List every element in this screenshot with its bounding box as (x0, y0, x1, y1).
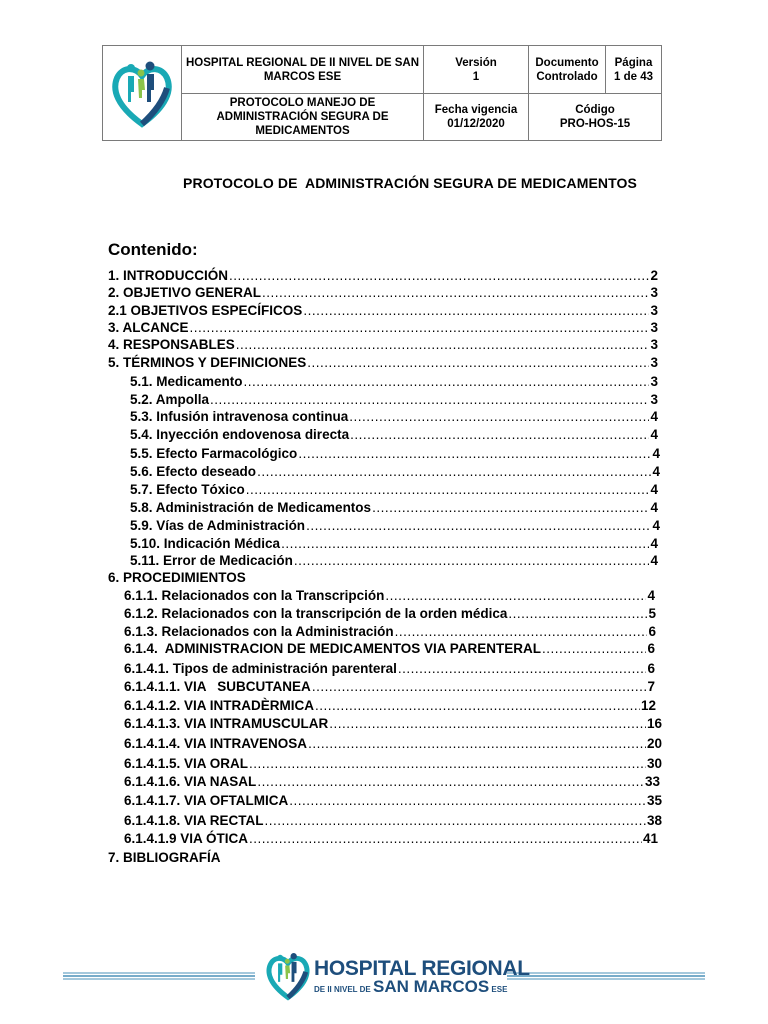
toc-entry-page: 3 (650, 355, 658, 370)
toc-entry[interactable] (108, 284, 658, 301)
toc-entry[interactable] (124, 697, 656, 714)
hospital-logo-icon (103, 46, 181, 136)
toc-entry-leader (281, 535, 649, 552)
toc-entry-page: 4 (650, 427, 658, 442)
toc-entry-leader (306, 517, 651, 534)
footer-logo-text (314, 958, 530, 997)
toc-entry-leader (312, 678, 647, 695)
toc-entry[interactable] (130, 445, 660, 462)
footer-logo-line2 (314, 977, 530, 997)
toc-entry-page: 7 (647, 679, 655, 694)
toc-entry[interactable] (124, 660, 655, 677)
toc-entry-page: 4 (650, 482, 658, 497)
toc-entry-page: 3 (650, 303, 658, 318)
toc-entry-leader (372, 499, 649, 516)
toc-entry-label: 6.1.3. Relacionados con la Administración (124, 624, 394, 639)
toc-entry-leader (190, 319, 650, 336)
version-value: 1 (472, 70, 480, 83)
footer-logo-small: DE II NIVEL DE (314, 985, 371, 994)
toc-entry[interactable] (130, 373, 658, 390)
footer-logo-suffix: ESE (491, 985, 508, 994)
toc-entry-leader (298, 445, 651, 462)
toc-entry-page: 3 (650, 285, 658, 300)
toc-entry-label: 5.10. Indicación Médica (130, 536, 281, 551)
pagina-value: 1 de 43 (614, 70, 653, 83)
toc-entry[interactable] (130, 391, 658, 408)
toc-entry-label: 6.1.4.1.1. VIA SUBCUTANEA (124, 679, 311, 694)
toc-entry-label: 5.1. Medicamento (130, 374, 243, 389)
toc-entry-page: 12 (640, 698, 656, 713)
toc-entry[interactable] (124, 812, 662, 829)
toc-entry-label: 6.1.4.1.5. VIA ORAL (124, 756, 249, 771)
toc-entry-label: 5.4. Inyección endovenosa directa (130, 427, 350, 442)
document-header-table (102, 45, 662, 141)
toc-entry-label: 6.1.1. Relacionados con la Transcripción (124, 588, 385, 603)
toc-entry-leader (249, 755, 646, 772)
documento-value: Controlado (536, 70, 598, 83)
toc-entry[interactable] (130, 517, 660, 534)
toc-entry-leader (542, 640, 646, 657)
toc-entry-page: 4 (652, 464, 660, 479)
toc-entry[interactable] (124, 715, 662, 732)
toc-entry[interactable] (130, 408, 658, 425)
toc-entry[interactable] (124, 623, 656, 640)
toc-entry-leader (257, 463, 651, 480)
header-logo-cell (103, 46, 182, 141)
toc-entry-label: 6. PROCEDIMIENTOS (108, 570, 246, 585)
toc-entry-page: 35 (646, 793, 662, 808)
toc-entry-label: 6.1.4.1.9 VIA ÓTICA (124, 831, 249, 846)
toc-entry-leader (249, 830, 642, 847)
toc-entry-label: 5.6. Efecto deseado (130, 464, 257, 479)
footer-logo-big: SAN MARCOS (373, 977, 490, 996)
toc-entry[interactable] (124, 678, 655, 695)
toc-entry-leader (294, 552, 650, 569)
document-title-text: PROTOCOLO DE ADMINISTRACIÓN SEGURA DE MEDICAMENTOS (183, 175, 637, 191)
toc-entry[interactable] (108, 302, 658, 319)
toc-entry-label: 6.1.4.1.7. VIA OFTALMICA (124, 793, 289, 808)
fecha-label: Fecha vigencia (434, 104, 518, 116)
codigo-value: PRO-HOS-15 (559, 118, 631, 130)
toc-entry-label: 6.1.4.1.6. VIA NASAL (124, 774, 257, 789)
toc-entry[interactable] (130, 463, 660, 480)
toc-entry-leader (315, 697, 640, 714)
toc-entry-label: 6.1.4.1.3. VIA INTRAMUSCULAR (124, 716, 329, 731)
toc-entry-page: 2 (650, 268, 658, 283)
toc-entry-label: 6.1.4.1.2. VIA INTRADÈRMICA (124, 698, 315, 713)
toc-entry[interactable] (124, 773, 660, 790)
toc-entry-label: 1. INTRODUCCIÓN (108, 268, 229, 283)
toc-entry-page: 5 (648, 606, 656, 621)
toc-entry-page: 16 (646, 716, 662, 731)
toc-entry-page: 3 (650, 337, 658, 352)
toc-entry-label: 3. ALCANCE (108, 320, 189, 335)
toc-entry-leader (265, 812, 646, 829)
toc-entry[interactable] (108, 849, 658, 866)
toc-entry-label: 6.1.4.1.8. VIA RECTAL (124, 813, 264, 828)
toc-entry-page: 38 (646, 813, 662, 828)
codigo-cell (529, 94, 662, 141)
toc-entry-page: 6 (648, 624, 656, 639)
toc-entry-leader (329, 715, 646, 732)
toc-entry-page: 6 (647, 661, 655, 676)
version-cell (424, 46, 529, 94)
toc-entry-page: 4 (650, 409, 658, 424)
toc-entry-leader (350, 426, 649, 443)
fecha-cell (424, 94, 529, 141)
toc-entry-leader (262, 284, 649, 301)
toc-entry-label: 6.1.4.1.4. VIA INTRAVENOSA (124, 736, 308, 751)
toc-entry[interactable] (124, 605, 656, 622)
toc-entry-label: 7. BIBLIOGRAFÍA (108, 850, 221, 865)
fecha-value: 01/12/2020 (447, 118, 505, 130)
toc-entry[interactable] (124, 735, 662, 752)
toc-entry-label: 5.2. Ampolla (130, 392, 210, 407)
toc-entry-page: 3 (650, 392, 658, 407)
toc-entry-page: 20 (646, 736, 662, 751)
toc-entry[interactable] (124, 830, 658, 847)
toc-entry[interactable] (130, 499, 658, 516)
footer-logo-line1: HOSPITAL REGIONAL (314, 957, 530, 980)
toc-entry-page: 4 (650, 536, 658, 551)
toc-entry-label: 6.1.4. ADMINISTRACION DE MEDICAMENTOS VIA PARENTERAL (124, 641, 542, 656)
toc-entry[interactable] (130, 426, 658, 443)
toc-entry-label: 5.11. Error de Medicación (130, 553, 293, 568)
toc-entry-page: 3 (650, 320, 658, 335)
toc-entry-leader (398, 660, 647, 677)
toc-entry-leader (308, 735, 646, 752)
toc-entry-label: 5.3. Infusión intravenosa continua (130, 409, 349, 424)
toc-entry[interactable] (130, 481, 658, 498)
toc-entry-page: 4 (652, 446, 660, 461)
toc-entry-leader (395, 623, 648, 640)
toc-entry-leader (289, 792, 646, 809)
toc-entry-page: 4 (650, 553, 658, 568)
toc-entry-page: 4 (650, 500, 658, 515)
toc-entry[interactable] (108, 336, 658, 353)
toc-entry-page: 4 (652, 518, 660, 533)
toc-entry-page: 6 (647, 641, 655, 656)
toc-entry-label: 5.5. Efecto Farmacológico (130, 446, 298, 461)
toc-entry[interactable] (108, 319, 658, 336)
toc-entry-page: 33 (644, 774, 660, 789)
pagina-cell (606, 46, 662, 94)
toc-entry-label: 5.8. Administración de Medicamentos (130, 500, 372, 515)
toc-entry[interactable] (130, 535, 658, 552)
toc-entry[interactable] (108, 267, 658, 284)
footer-logo-icon (260, 942, 316, 1006)
toc-entry-page: 3 (650, 374, 658, 389)
pagina-label: Página (614, 56, 653, 69)
toc-entry-leader (229, 267, 649, 284)
toc-entry-label: 2. OBJETIVO GENERAL (108, 285, 262, 300)
toc-entry[interactable] (130, 552, 658, 569)
toc-entry[interactable] (124, 587, 655, 604)
protocol-name-cell: PROTOCOLO MANEJO DE ADMINISTRACIÓN SEGURA DE MEDICAMENTOS (182, 94, 424, 141)
toc-entry-leader (307, 354, 649, 371)
codigo-label: Código (575, 104, 615, 116)
toc-entry[interactable] (124, 755, 662, 772)
document-title (0, 175, 768, 191)
contenido-heading: Contenido: (108, 240, 198, 259)
toc-entry[interactable] (108, 569, 658, 586)
hospital-name-cell: HOSPITAL REGIONAL DE II NIVEL DE SAN MARCOS ESE (182, 46, 424, 94)
toc-entry[interactable] (108, 354, 658, 371)
toc-entry-leader (303, 302, 649, 319)
toc-entry-label: 5.9. Vías de Administración (130, 518, 306, 533)
toc-entry-leader (508, 605, 647, 622)
toc-entry-label: 5.7. Efecto Tóxico (130, 482, 245, 497)
toc-entry-page: 4 (647, 588, 655, 603)
toc-entry-label: 6.1.4.1. Tipos de administración parenteral (124, 661, 397, 676)
version-label: Versión (455, 56, 497, 69)
documento-cell (529, 46, 606, 94)
toc-entry-label: 2.1 OBJETIVOS ESPECÍFICOS (108, 303, 303, 318)
toc-entry-leader (349, 408, 649, 425)
toc-entry-label: 4. RESPONSABLES (108, 337, 235, 352)
toc-entry[interactable] (124, 640, 655, 657)
toc-entry-leader (385, 587, 646, 604)
toc-entry-page: 41 (642, 831, 658, 846)
toc-entry-leader (257, 773, 644, 790)
toc-entry-label: 6.1.2. Relacionados con la transcripción de la orden médica (124, 606, 508, 621)
toc-entry[interactable] (124, 792, 662, 809)
toc-entry-leader (210, 391, 649, 408)
toc-entry-leader (236, 336, 650, 353)
toc-entry-leader (246, 481, 650, 498)
toc-entry-label: 5. TÉRMINOS Y DEFINICIONES (108, 355, 307, 370)
toc-entry-page: 30 (646, 756, 662, 771)
toc-entry-leader (244, 373, 650, 390)
documento-label: Documento (535, 56, 599, 69)
